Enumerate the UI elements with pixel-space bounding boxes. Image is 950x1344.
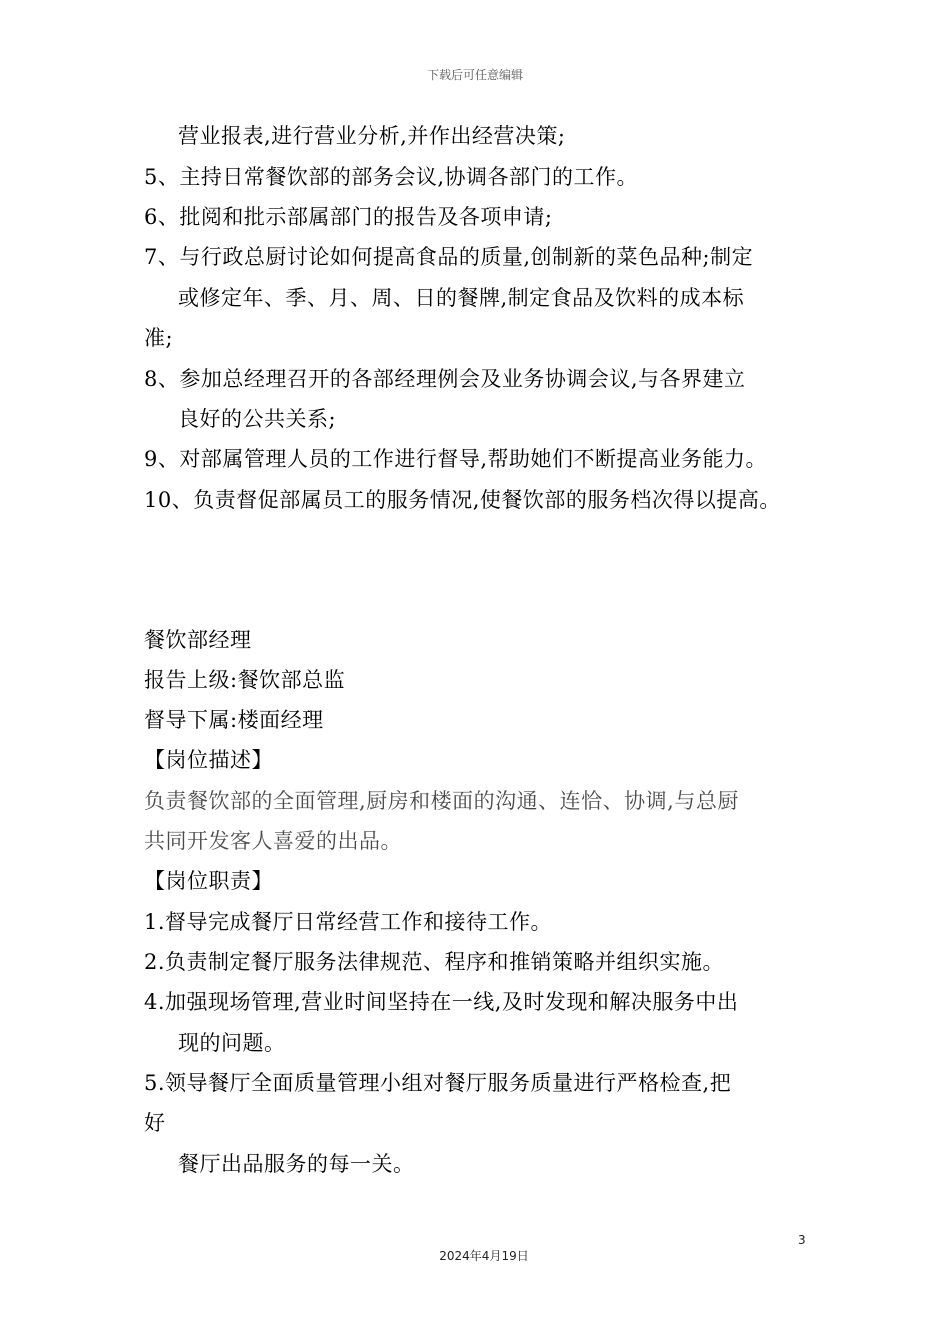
duty-item: 1.督导完成餐厅日常经营工作和接待工作。	[144, 910, 553, 934]
page-number: 3	[798, 1233, 806, 1247]
list-item: 7、与行政总厨讨论如何提高食品的质量,创制新的菜色品种;制定	[144, 245, 754, 269]
duty-item: 4.加强现场管理,营业时间坚持在一线,及时发现和解决服务中出	[144, 990, 739, 1014]
list-item: 5、主持日常餐饮部的部务会议,协调各部门的工作。	[144, 165, 639, 189]
duty-item: 2.负责制定餐厅服务法律规范、程序和推销策略并组织实施。	[144, 950, 725, 974]
text-line: 良好的公共关系;	[178, 407, 337, 431]
duty-item: 5.领导餐厅全面质量管理小组对餐厅服务质量进行严格检查,把	[144, 1071, 732, 1095]
list-item: 9、对部属管理人员的工作进行督导,帮助她们不断提高业务能力。	[144, 447, 768, 471]
footer-date: 2024年4月19日	[439, 1249, 529, 1263]
list-item: 10、负责督促部属员工的服务情况,使餐饮部的服务档次得以提高。	[144, 488, 781, 512]
page-header: 下载后可任意编辑	[426, 68, 523, 82]
duty-item-cont: 好	[144, 1111, 166, 1135]
desc-line: 负责餐饮部的全面管理,厨房和楼面的沟通、连恰、协调,与总厨	[144, 789, 739, 813]
section-title: 餐饮部经理	[144, 628, 252, 652]
text-line: 或修定年、季、月、周、日的餐牌,制定食品及饮料的成本标	[178, 286, 745, 310]
desc-line: 共同开发客人喜爱的出品。	[144, 829, 402, 853]
duty-heading: 【岗位职责】	[144, 869, 273, 893]
list-item: 6、批阅和批示部属部门的报告及各项申请;	[144, 205, 553, 229]
text-line: 营业报表,进行营业分析,并作出经营决策;	[178, 124, 566, 148]
text-line: 准;	[144, 326, 174, 350]
supervise: 督导下属:楼面经理	[144, 708, 324, 732]
report-to: 报告上级:餐饮部总监	[144, 668, 346, 692]
duty-item-cont: 现的问题。	[178, 1031, 286, 1055]
list-item: 8、参加总经理召开的各部经理例会及业务协调会议,与各界建立	[144, 367, 746, 391]
duty-item-cont: 餐厅出品服务的每一关。	[178, 1152, 415, 1176]
desc-heading: 【岗位描述】	[144, 748, 273, 772]
